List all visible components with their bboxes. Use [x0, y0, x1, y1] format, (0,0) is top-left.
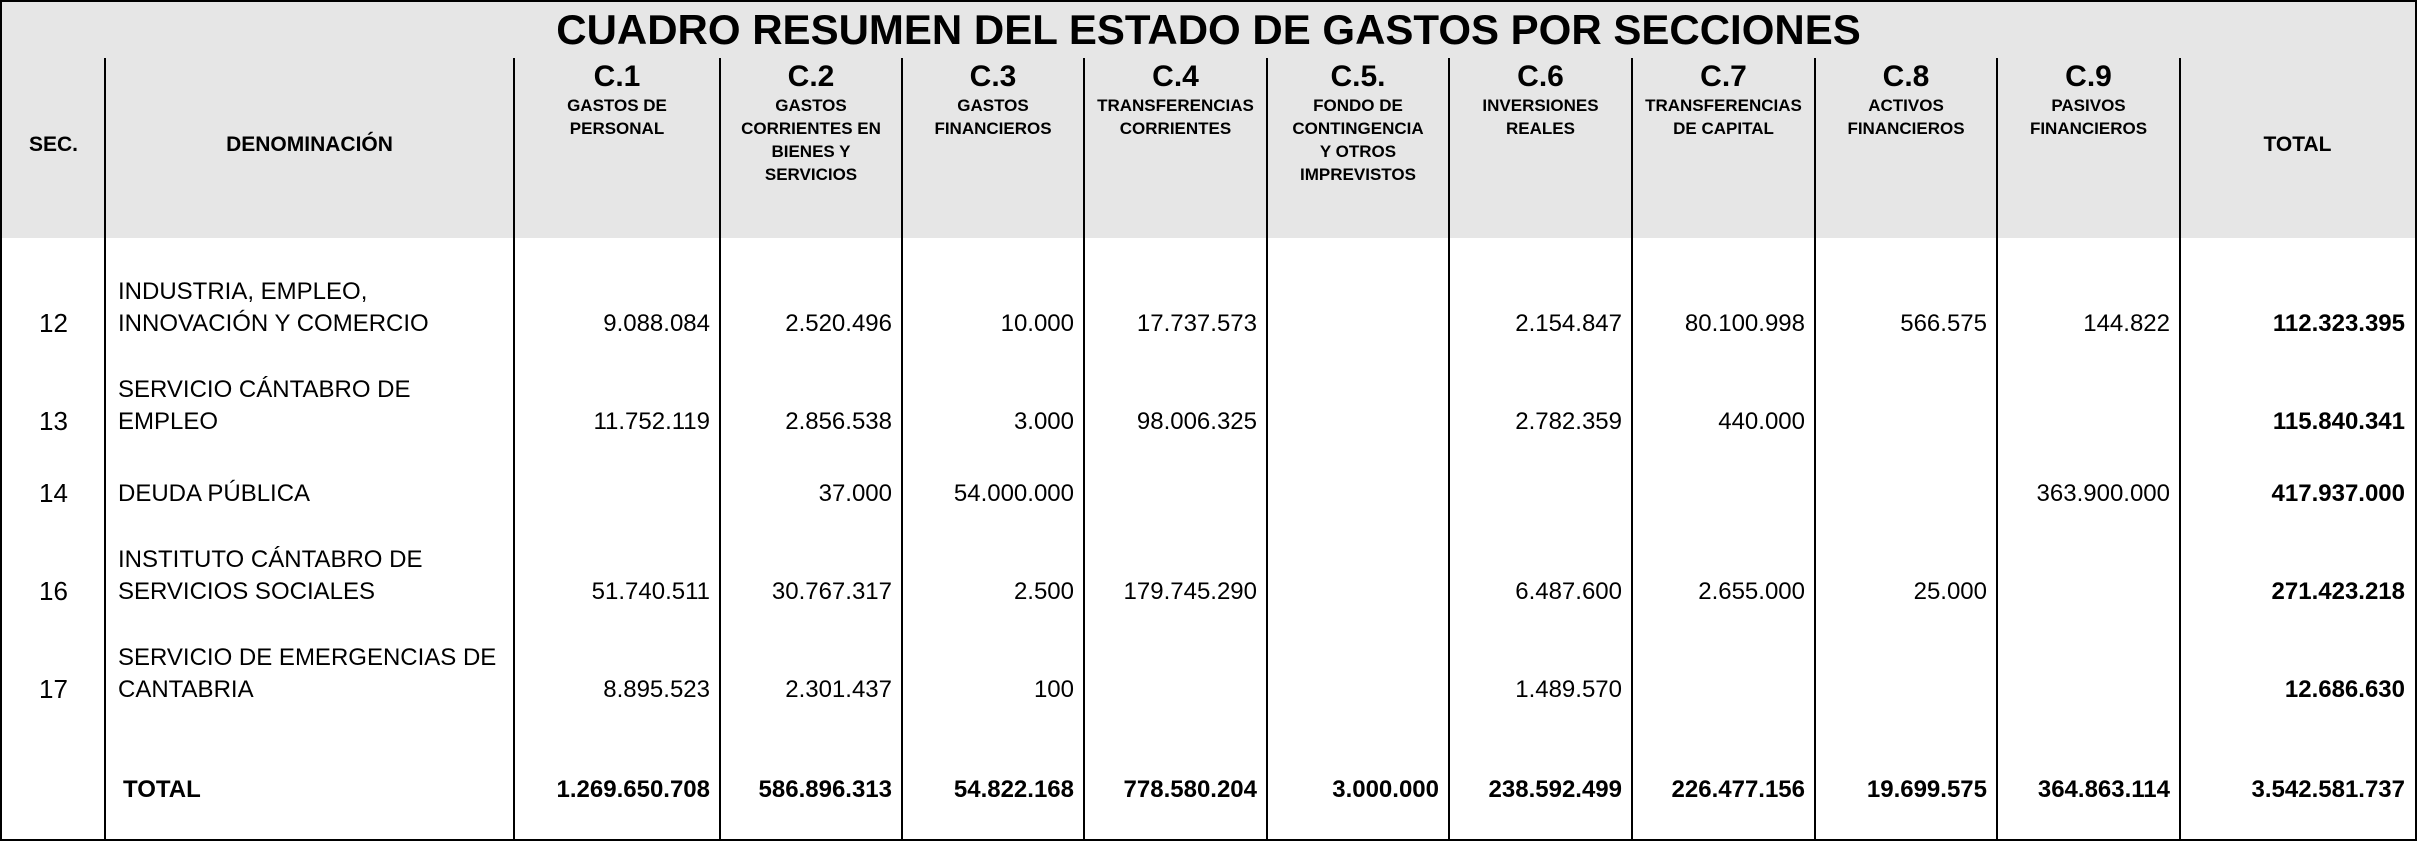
row-sec: 16	[39, 576, 68, 606]
column-divider	[513, 58, 515, 839]
chapter-code: C.4	[1152, 60, 1199, 93]
chapter-description-line: FINANCIEROS	[934, 119, 1052, 138]
row-value-c7: 80.100.998	[1684, 310, 1805, 337]
row-total: 12.686.630	[2284, 676, 2405, 703]
row-denominacion	[118, 276, 509, 340]
row-sec: 13	[39, 406, 68, 436]
chapter-description-line: TRANSFERENCIAS	[1645, 96, 1802, 115]
grand-total: 3.542.581.737	[2251, 776, 2405, 803]
row-value-c3: 100	[1033, 676, 1074, 703]
chapter-description-line: ACTIVOS	[1868, 96, 1944, 115]
header-chapter-4	[1084, 60, 1267, 140]
row-value-c4: 179.745.290	[1123, 578, 1257, 605]
chapter-description-line: SERVICIOS	[764, 165, 858, 184]
chapter-description	[1997, 94, 2180, 140]
chapter-code: C.6	[1517, 60, 1564, 93]
row-denominacion	[118, 642, 509, 706]
chapter-description	[902, 94, 1084, 140]
chapter-description-line: IMPREVISTOS	[1300, 165, 1416, 184]
row-value-c9: 144.822	[2083, 310, 2170, 337]
chapter-description	[1449, 94, 1632, 140]
chapter-description-line: INVERSIONES	[1482, 96, 1599, 115]
totals-value-c1: 1.269.650.708	[556, 776, 710, 803]
column-divider	[1996, 58, 1998, 839]
chapter-description-line: GASTOS	[957, 96, 1029, 115]
chapter-description-line: PERSONAL	[569, 119, 665, 138]
chapter-description-line: GASTOS DE	[567, 96, 667, 115]
row-value-c6: 2.782.359	[1515, 408, 1622, 435]
row-value-c8: 566.575	[1900, 310, 1987, 337]
header-chapter-7	[1632, 60, 1815, 140]
chapter-description-line: FINANCIEROS	[2029, 119, 2148, 138]
totals-value-c4: 778.580.204	[1123, 776, 1257, 803]
chapter-description-line: CONTINGENCIA	[1292, 119, 1424, 138]
row-denominacion-line: EMPLEO	[118, 408, 219, 435]
chapter-description	[1267, 94, 1449, 186]
row-value-c3: 54.000.000	[953, 480, 1074, 507]
row-denominacion-line: DEUDA PÚBLICA	[118, 480, 311, 507]
row-value-c3: 10.000	[1000, 310, 1074, 337]
chapter-description-line: TRANSFERENCIAS	[1097, 96, 1254, 115]
row-sec: 14	[39, 478, 68, 508]
totals-label: TOTAL	[123, 776, 201, 803]
row-denominacion	[118, 374, 509, 438]
header-chapter-1	[514, 60, 720, 140]
chapter-description-line: PASIVOS	[2051, 96, 2126, 115]
header-total: TOTAL	[2263, 133, 2332, 156]
row-denominacion-line: INNOVACIÓN Y COMERCIO	[118, 310, 429, 337]
chapter-code: C.9	[2065, 60, 2112, 93]
chapter-description	[514, 94, 720, 140]
chapter-description-line: GASTOS	[775, 96, 847, 115]
column-divider	[1814, 58, 1816, 839]
column-divider	[104, 58, 106, 839]
chapter-description-line: FONDO DE	[1313, 96, 1403, 115]
row-denominacion-line: SERVICIO CÁNTABRO DE	[118, 376, 411, 403]
column-divider	[1083, 58, 1085, 839]
totals-value-c7: 226.477.156	[1671, 776, 1805, 803]
totals-value-c8: 19.699.575	[1866, 776, 1987, 803]
row-denominacion	[118, 478, 509, 510]
chapter-description	[1084, 94, 1267, 140]
row-value-c6: 1.489.570	[1515, 676, 1622, 703]
row-total: 115.840.341	[2272, 408, 2405, 435]
row-value-c7: 440.000	[1718, 408, 1805, 435]
row-value-c8: 25.000	[1913, 578, 1987, 605]
totals-value-c9: 364.863.114	[2037, 776, 2170, 803]
row-denominacion-line: INDUSTRIA, EMPLEO,	[118, 278, 368, 305]
row-value-c1: 9.088.084	[603, 310, 710, 337]
chapter-code: C.7	[1700, 60, 1747, 93]
row-denominacion-line: SERVICIOS SOCIALES	[118, 578, 375, 605]
chapter-description-line: CORRIENTES	[1119, 119, 1232, 138]
header-chapter-2	[720, 60, 902, 186]
header-chapter-8	[1815, 60, 1997, 140]
row-denominacion	[118, 544, 509, 608]
row-value-c4: 17.737.573	[1136, 310, 1257, 337]
chapter-description-line: CORRIENTES EN	[741, 119, 881, 138]
column-divider	[2179, 58, 2181, 839]
header-denominacion: DENOMINACIÓN	[226, 133, 393, 156]
chapter-description-line: DE CAPITAL	[1673, 119, 1774, 138]
totals-value-c5: 3.000.000	[1332, 776, 1439, 803]
row-value-c2: 2.856.538	[785, 408, 892, 435]
row-sec: 17	[39, 674, 68, 704]
row-value-c2: 2.520.496	[785, 310, 892, 337]
totals-value-c3: 54.822.168	[953, 776, 1074, 803]
header-chapter-9	[1997, 60, 2180, 140]
totals-value-c2: 586.896.313	[758, 776, 892, 803]
row-value-c6: 6.487.600	[1515, 578, 1622, 605]
row-value-c2: 37.000	[818, 480, 892, 507]
chapter-description-line: Y OTROS	[1319, 142, 1397, 161]
chapter-code: C.1	[593, 60, 641, 93]
chapter-code: C.3	[969, 60, 1017, 93]
header-chapter-5	[1267, 60, 1449, 186]
row-value-c6: 2.154.847	[1515, 310, 1622, 337]
header-chapter-6	[1449, 60, 1632, 140]
chapter-description	[1815, 94, 1997, 140]
chapter-description	[720, 94, 902, 186]
table-title: CUADRO RESUMEN DEL ESTADO DE GASTOS POR SECCIONES	[556, 6, 1861, 53]
chapter-description-line: REALES	[1506, 119, 1575, 138]
totals-value-c6: 238.592.499	[1488, 776, 1622, 803]
chapter-code: C.8	[1882, 60, 1930, 93]
row-total: 417.937.000	[2271, 480, 2405, 507]
row-value-c1: 11.752.119	[593, 408, 710, 435]
chapter-description-line: BIENES Y	[771, 142, 851, 161]
row-sec: 12	[39, 308, 68, 338]
row-total: 112.323.395	[2272, 310, 2405, 337]
row-value-c3: 2.500	[1013, 578, 1074, 605]
row-value-c9: 363.900.000	[2036, 480, 2170, 507]
row-value-c1: 51.740.511	[591, 578, 710, 605]
header-sec: SEC.	[28, 133, 78, 156]
row-value-c3: 3.000	[1013, 408, 1074, 435]
row-value-c1: 8.895.523	[603, 676, 710, 703]
chapter-description	[1632, 94, 1815, 140]
row-value-c4: 98.006.325	[1136, 408, 1257, 435]
header-chapter-3	[902, 60, 1084, 140]
column-divider	[1631, 58, 1633, 839]
chapter-code: C.2	[787, 60, 835, 93]
row-value-c7: 2.655.000	[1698, 578, 1805, 605]
row-value-c2: 2.301.437	[785, 676, 892, 703]
row-value-c2: 30.767.317	[771, 578, 892, 605]
row-total: 271.423.218	[2271, 578, 2405, 605]
row-denominacion-line: CANTABRIA	[118, 676, 254, 703]
row-denominacion-line: INSTITUTO CÁNTABRO DE	[118, 546, 423, 573]
chapter-code: C.5.	[1330, 60, 1386, 93]
chapter-description-line: FINANCIEROS	[1847, 119, 1965, 138]
row-denominacion-line: SERVICIO DE EMERGENCIAS DE	[118, 644, 497, 671]
